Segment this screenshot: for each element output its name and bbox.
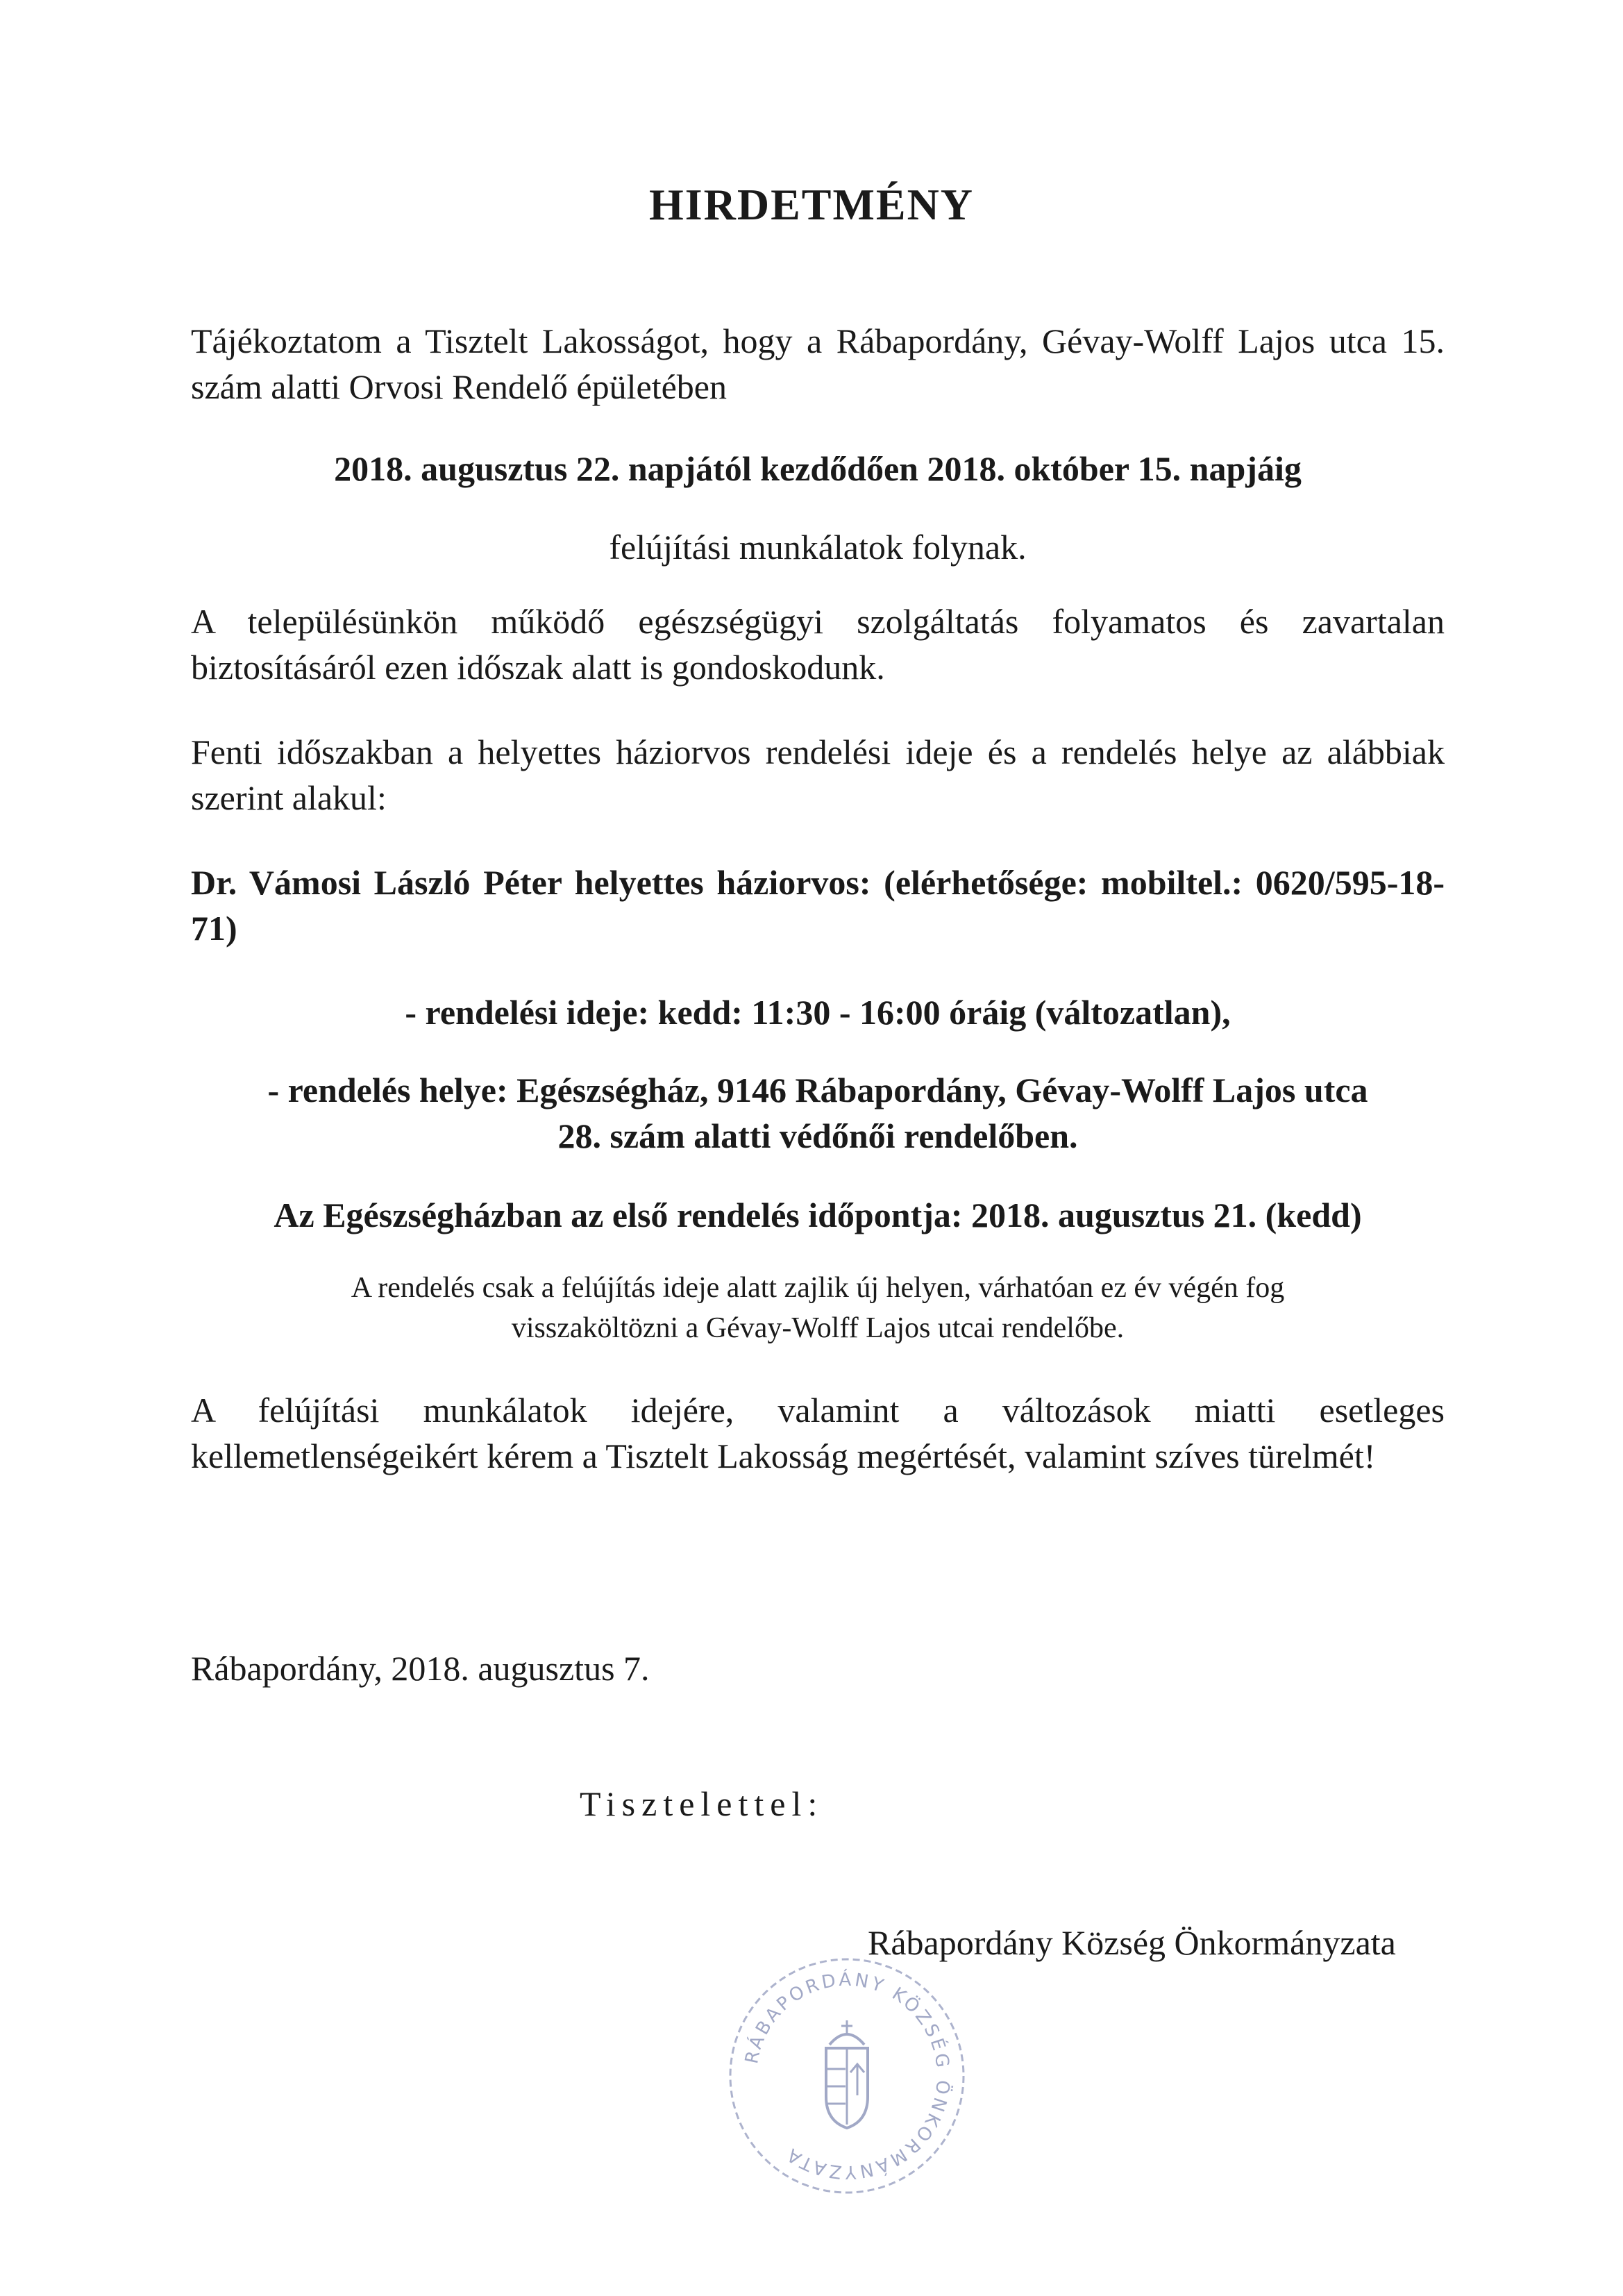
renovation-period: 2018. augusztus 22. napjától kezdődően 2018. október 15. napjáig [334,449,1302,488]
first-session: Az Egészségházban az első rendelés időpontja: 2018. augusztus 21. (kedd) [274,1196,1362,1234]
doctor-contact: Dr. Vámosi László Péter helyettes háziorvos: (elérhetősége: mobiltel.: 0620/595-18-71) [191,863,1445,948]
stamp-lettering: RÁBAPORDÁNY KÖZSÉG ÖNKORMÁNYZATA [741,1969,954,2183]
closing-greeting: Tisztelettel: [580,1784,824,1823]
relocation-note-line-1: A rendelés csak a felújítás ideje alatt zajlik új helyen, várhatóan ez év végén fog [351,1272,1285,1304]
intro-paragraph: Tájékoztatom a Tisztelt Lakosságot, hogy a Rábapordány, Gévay-Wolff Lajos utca 15. szám alatti Orvosi Rendelő épületében [191,321,1445,406]
office-hours: - rendelési ideje: kedd: 11:30 - 16:00 óráig (változatlan), [405,993,1231,1032]
service-paragraph: A településünkön működő egészségügyi szolgáltatás folyamatos és zavartalan biztosításáról ezen időszak alatt is gondoskodunk. [191,602,1445,687]
works-line: felújítási munkálatok folynak. [609,528,1027,567]
office-location-line-2: 28. szám alatti védőnői rendelőben. [557,1116,1078,1155]
municipal-stamp [722,1951,972,2201]
relocation-note-line-2: visszaköltözni a Gévay-Wolff Lajos utcai rendelőbe. [511,1312,1125,1344]
signatory: Rábapordány Község Önkormányzata [868,1923,1396,1962]
office-location-line-1: - rendelés helye: Egészségház, 9146 Rábapordány, Gévay-Wolff Lajos utca [267,1071,1368,1109]
place-and-date: Rábapordány, 2018. augusztus 7. [191,1649,650,1688]
apology-paragraph: A felújítási munkálatok idejére, valamint a változások miatti esetleges kellemetlenségeikért kérem a Tisztelt Lakosság megértését, valamint szíves türelmét! [191,1391,1445,1475]
document-title: HIRDETMÉNY [648,179,975,229]
arrangement-paragraph: Fenti időszakban a helyettes háziorvos rendelési ideje és a rendelés helye az alábbiak szerint alakul: [191,732,1445,817]
coat-of-arms-icon [826,2020,868,2128]
svg-text:RÁBAPORDÁNY KÖZSÉG ÖNKORMÁNYZA [741,1968,955,2182]
